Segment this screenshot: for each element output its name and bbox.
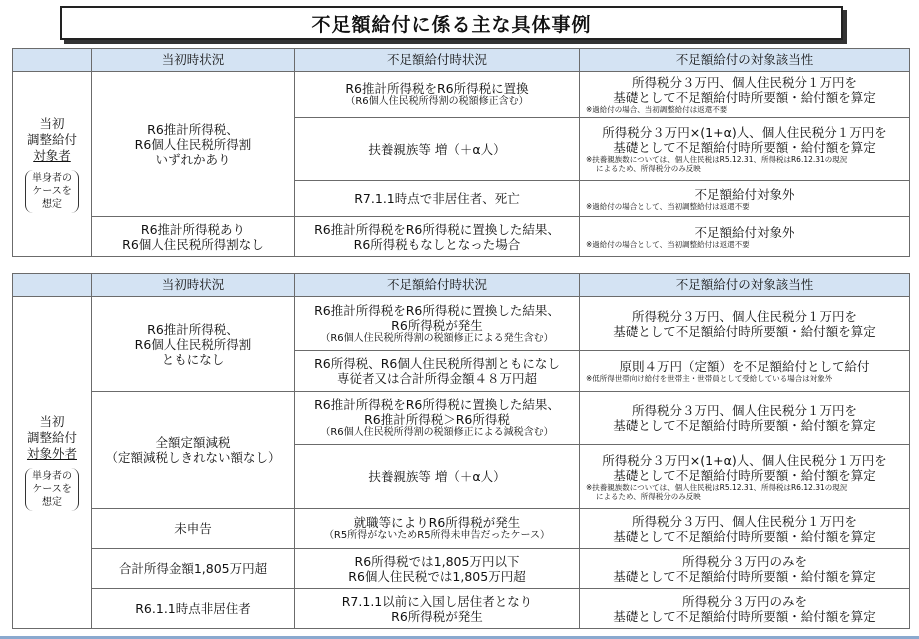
table-row [13, 392, 910, 445]
header-blank [13, 274, 92, 297]
shortfall-status-cell: R6推計所得税をR6所得税に置換した結果、 R6所得税が発生 （R6個人住民税所得割の税額修正による発生含む） [295, 297, 580, 351]
eligibility-cell: 所得税分３万円、個人住民税分１万円を 基礎として不足額給付時所要額・給付額を算定 [580, 297, 910, 351]
header-shortfall-status: 不足額給付時状況 [295, 274, 580, 297]
single-case-note: 単身者の ケースを 想定 [25, 170, 79, 213]
initial-status-cell: R6.1.1時点非居住者 [92, 589, 295, 629]
shortfall-status-cell: R6所得税では1,805万円以下 R6個人住民税では1,805万円超 [295, 549, 580, 589]
header-initial-status: 当初時状況 [92, 49, 295, 72]
table-row [13, 72, 910, 118]
table-row [13, 549, 910, 589]
eligibility-cell: 所得税分３万円のみを 基礎として不足額給付時所要額・給付額を算定 [580, 549, 910, 589]
initial-status-cell: 全額定額減税 （定額減税しきれない額なし） [92, 392, 295, 509]
initial-status-cell: R6推計所得税、 R6個人住民税所得割 ともになし [92, 297, 295, 392]
initial-status-cell: 未申告 [92, 509, 295, 549]
table-initial-recipients [12, 48, 910, 257]
section-label: 当初 調整給付 対象外者 単身者の ケースを 想定 [13, 297, 92, 629]
shortfall-status-cell: R6所得税、R6個人住民税所得割ともになし 専従者又は合計所得金額４８万円超 [295, 351, 580, 392]
shortfall-status-cell: R6推計所得税をR6所得税に置換 （R6個人住民税所得割の税額修正含む） [295, 72, 580, 118]
header-shortfall-status: 不足額給付時状況 [295, 49, 580, 72]
shortfall-status-cell: 扶養親族等 増（＋α人） [295, 445, 580, 509]
table-row [13, 217, 910, 257]
initial-status-cell: R6推計所得税あり R6個人住民税所得割なし [92, 217, 295, 257]
shortfall-status-cell: R6推計所得税をR6所得税に置換した結果、 R6所得税もなしとなった場合 [295, 217, 580, 257]
eligibility-cell: 所得税分３万円のみを 基礎として不足額給付時所要額・給付額を算定 [580, 589, 910, 629]
header-blank [13, 49, 92, 72]
table-initial-non-recipients [12, 273, 910, 629]
eligibility-cell: 所得税分３万円、個人住民税分１万円を 基礎として不足額給付時所要額・給付額を算定 ※過給付の場合、当初調整給付は返還不要 [580, 72, 910, 118]
eligibility-cell: 所得税分３万円、個人住民税分１万円を 基礎として不足額給付時所要額・給付額を算定 [580, 392, 910, 445]
eligibility-cell: 不足額給付対象外 ※過給付の場合として、当初調整給付は返還不要 [580, 217, 910, 257]
section-label: 当初 調整給付 対象者 単身者の ケースを 想定 [13, 72, 92, 257]
shortfall-status-cell: R7.1.1以前に入国し居住者となり R6所得税が発生 [295, 589, 580, 629]
shortfall-status-cell: 就職等によりR6所得税が発生 （R5所得がないためR5所得未申告だったケース） [295, 509, 580, 549]
eligibility-cell: 所得税分３万円、個人住民税分１万円を 基礎として不足額給付時所要額・給付額を算定 [580, 509, 910, 549]
initial-status-cell: R6推計所得税、 R6個人住民税所得割 いずれかあり [92, 72, 295, 217]
header-initial-status: 当初時状況 [92, 274, 295, 297]
table-row [13, 509, 910, 549]
page-title-text: 不足額給付に係る主な具体事例 [311, 13, 592, 36]
header-row [13, 49, 910, 72]
single-case-note: 単身者の ケースを 想定 [25, 468, 79, 511]
initial-status-cell: 合計所得金額1,805万円超 [92, 549, 295, 589]
header-eligibility: 不足額給付の対象該当性 [580, 274, 910, 297]
table-row [13, 589, 910, 629]
eligibility-cell: 不足額給付対象外 ※過給付の場合として、当初調整給付は返還不要 [580, 181, 910, 217]
page-title [60, 6, 843, 40]
shortfall-status-cell: R7.1.1時点で非居住者、死亡 [295, 181, 580, 217]
eligibility-cell: 所得税分３万円×(1+α)人、個人住民税分１万円を 基礎として不足額給付時所要額・給付額を算定 ※扶養親族数については、個人住民税はR5.12.31、所得税はR6.12.31の現況 によるため、所得税分のみ反映 [580, 118, 910, 181]
shortfall-status-cell: R6推計所得税をR6所得税に置換した結果、 R6推計所得税＞R6所得税 （R6個人住民税所得割の税額修正による減税含む） [295, 392, 580, 445]
table-row [13, 297, 910, 351]
header-row [13, 274, 910, 297]
shortfall-status-cell: 扶養親族等 増（＋α人） [295, 118, 580, 181]
eligibility-cell: 原則４万円（定額）を不足額給付として給付 ※低所得世帯向け給付を世帯主・世帯員として受給している場合は対象外 [580, 351, 910, 392]
eligibility-cell: 所得税分３万円×(1+α)人、個人住民税分１万円を 基礎として不足額給付時所要額・給付額を算定 ※扶養親族数については、個人住民税はR5.12.31、所得税はR6.12.31の現況 によるため、所得税分のみ反映 [580, 445, 910, 509]
header-eligibility: 不足額給付の対象該当性 [580, 49, 910, 72]
